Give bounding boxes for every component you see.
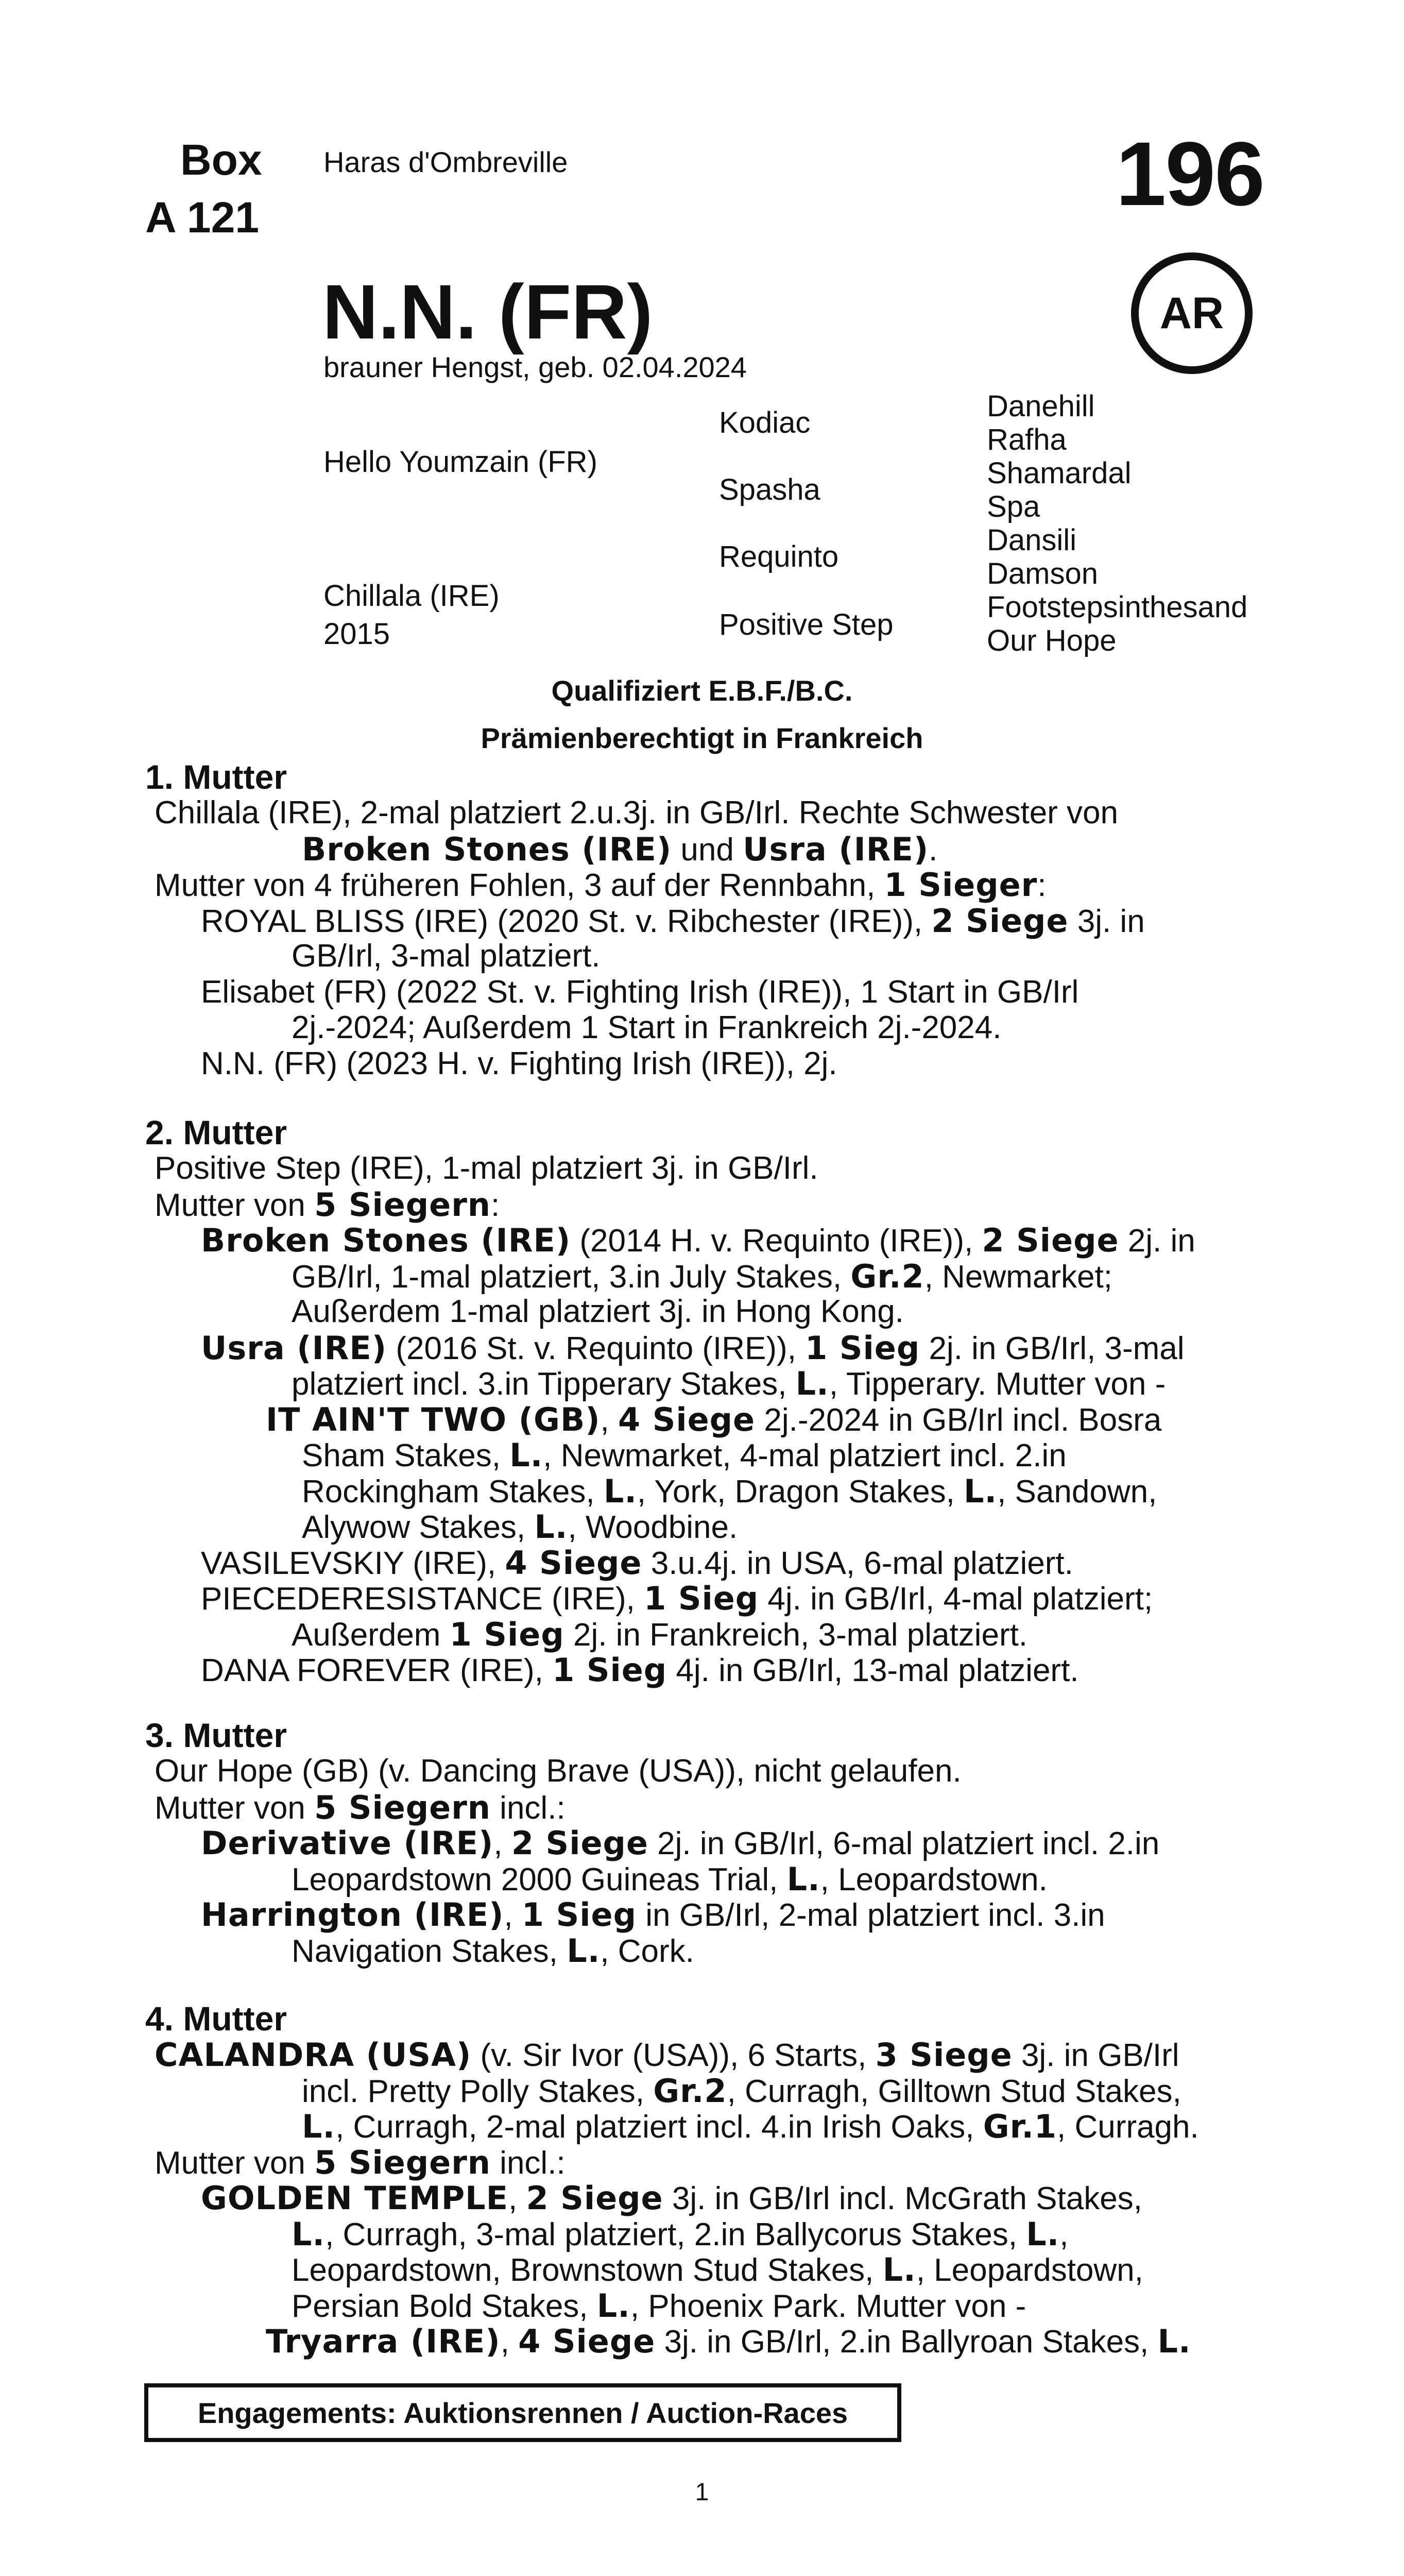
text-span: Elisabet (FR) (2022 St. v. Fighting Irish (IRE)), 1 Start in GB/Irl: [201, 974, 1079, 1010]
text-span: Außerdem: [292, 1617, 450, 1653]
text-span: 2j.-2024 in GB/Irl incl. Bosra: [755, 1402, 1162, 1438]
bold-text: L.: [964, 1472, 998, 1510]
text-line: [201, 974, 1078, 1010]
text-line: [292, 1009, 1001, 1046]
text-span: 2j.-2024; Außerdem 1 Start in Frankreich 2j.-2024.: [292, 1010, 1002, 1045]
text-span: ,: [508, 2181, 526, 2216]
text-span: , York, Dragon Stakes,: [637, 1473, 964, 1510]
text-span: Navigation Stakes,: [292, 1933, 567, 1969]
section-heading: 1. Mutter: [145, 758, 287, 796]
text-span: 2j. in GB/Irl, 3-mal: [920, 1330, 1185, 1366]
text-span: ,: [500, 2324, 519, 2360]
bold-text: 1 Sieg: [805, 1329, 920, 1367]
bold-text: L.: [1157, 2323, 1191, 2360]
bold-text: L.: [596, 2286, 630, 2325]
pedigree-sire-dam: Spasha: [719, 473, 820, 506]
horse-description: brauner Hengst, geb. 02.04.2024: [323, 351, 747, 383]
premium-note: Prämienberechtigt in Frankreich: [481, 722, 923, 754]
bold-text: L.: [534, 1508, 568, 1546]
pedigree-g3-4: Spa: [987, 490, 1040, 523]
bold-text: L.: [567, 1931, 601, 1970]
text-span: , Cork.: [600, 1933, 694, 1969]
bold-text: Gr.2: [850, 1257, 924, 1295]
text-span: 2j. in: [1119, 1223, 1195, 1259]
pedigree-g3-8: Our Hope: [987, 624, 1117, 657]
bold-text: Tryarra (IRE): [266, 2323, 501, 2360]
text-span: , Sandown,: [997, 1473, 1157, 1510]
text-span: GB/Irl, 1-mal platziert, 3.in July Stakes,: [292, 1259, 851, 1295]
bold-text: CALANDRA (USA): [155, 2036, 472, 2074]
text-line: [302, 1508, 738, 1546]
text-span: 2j. in Frankreich, 3-mal platziert.: [564, 1617, 1028, 1653]
pedigree-sire: Hello Youmzain (FR): [323, 445, 597, 479]
text-span: Mutter von 4 früheren Fohlen, 3 auf der Rennbahn,: [155, 868, 884, 903]
pedigree-dam-year: 2015: [323, 617, 390, 651]
bold-text: Harrington (IRE): [201, 1896, 504, 1934]
bold-text: 1 Sieg: [521, 1896, 637, 1934]
pedigree-sire-sire: Kodiac: [719, 406, 811, 439]
bold-text: 2 Siege: [526, 2179, 663, 2217]
pedigree-g3-2: Rafha: [987, 423, 1067, 456]
bold-text: L.: [786, 1860, 820, 1898]
pedigree-dam-dam: Positive Step: [719, 608, 894, 641]
pedigree-dam: Chillala (IRE): [323, 579, 500, 613]
text-line: [201, 1544, 1073, 1582]
text-line: [292, 1860, 1048, 1898]
text-span: Rockingham Stakes,: [302, 1473, 604, 1510]
text-line: [155, 2144, 566, 2181]
text-span: ,: [600, 1402, 618, 1438]
text-line: [292, 1365, 1166, 1402]
bold-text: L.: [292, 2215, 326, 2253]
bold-text: 4 Siege: [518, 2323, 656, 2360]
text-line: [266, 2323, 1191, 2360]
text-line: [302, 831, 937, 868]
pedigree-g3-3: Shamardal: [987, 456, 1132, 490]
bold-text: 4 Siege: [618, 1400, 756, 1438]
text-line: [155, 866, 1046, 904]
horse-name: N.N. (FR): [322, 268, 653, 355]
text-line: [201, 2179, 1142, 2217]
text-span: Leopardstown, Brownstown Stud Stakes,: [292, 2252, 883, 2288]
ar-badge: AR: [1131, 252, 1253, 374]
bold-text: Derivative (IRE): [201, 1824, 494, 1862]
pedigree-dam-sire: Requinto: [719, 540, 839, 573]
bold-text: GOLDEN TEMPLE: [201, 2179, 509, 2217]
box-number: A 121: [145, 193, 260, 242]
text-line: [201, 1222, 1195, 1259]
text-span: 3j. in: [1068, 903, 1145, 939]
text-span: GB/Irl, 3-mal platziert.: [292, 938, 601, 974]
text-span: (v. Sir Ivor (USA)), 6 Starts,: [471, 2038, 876, 2073]
text-line: [292, 2215, 1068, 2253]
text-span: Persian Bold Stakes,: [292, 2288, 597, 2324]
bold-text: L.: [603, 1472, 637, 1510]
text-span: Mutter von: [155, 2145, 315, 2181]
bold-text: 3 Siege: [875, 2036, 1013, 2074]
text-span: 3.u.4j. in USA, 6-mal platziert.: [642, 1545, 1073, 1581]
text-span: ROYAL BLISS (IRE) (2020 St. v. Ribchester (IRE)),: [201, 903, 932, 939]
bold-text: Gr.2: [653, 2072, 727, 2110]
text-span: Positive Step (IRE), 1-mal platziert 3j. in GB/Irl.: [155, 1150, 818, 1186]
text-span: , Woodbine.: [568, 1510, 738, 1545]
consignor-name: Haras d'Ombreville: [323, 146, 568, 178]
bold-text: 5 Siegern: [314, 1788, 491, 1826]
text-span: (2014 H. v. Requinto (IRE)),: [571, 1223, 982, 1259]
bold-text: 1 Sieg: [552, 1651, 667, 1689]
text-line: [155, 1789, 566, 1826]
text-span: 2j. in GB/Irl, 6-mal platziert incl. 2.in: [648, 1826, 1160, 1861]
text-line: [292, 2287, 1026, 2325]
text-line: [292, 1932, 694, 1970]
text-line: [155, 1150, 818, 1187]
text-line: [302, 1472, 1157, 1510]
text-span: Alywow Stakes,: [302, 1510, 535, 1545]
text-line: [302, 2072, 1182, 2110]
text-span: VASILEVSKIY (IRE),: [201, 1545, 505, 1581]
text-line: [292, 2251, 1143, 2289]
bold-text: Usra (IRE): [201, 1329, 387, 1367]
bold-text: L.: [509, 1436, 543, 1474]
text-line: [201, 902, 1145, 940]
text-span: N.N. (FR) (2023 H. v. Fighting Irish (IRE)), 2j.: [201, 1045, 837, 1081]
text-span: Leopardstown 2000 Guineas Trial,: [292, 1861, 787, 1897]
bold-text: L.: [1026, 2215, 1060, 2253]
text-span: ,: [493, 1826, 511, 1861]
text-line: [201, 1824, 1159, 1862]
text-span: incl.:: [490, 1790, 566, 1826]
bold-text: L.: [882, 2251, 916, 2289]
text-span: , Curragh.: [1057, 2109, 1199, 2145]
bold-text: 1 Sieg: [449, 1615, 564, 1653]
text-line: [302, 2108, 1199, 2145]
text-line: [292, 1258, 1112, 1295]
text-span: in GB/Irl, 2-mal platziert incl. 3.in: [636, 1897, 1105, 1933]
engagements-box: Engagements: Auktionsrennen / Auction-Races: [144, 2383, 901, 2442]
page-number: 1: [695, 2479, 709, 2506]
box-label: Box: [180, 135, 262, 184]
text-span: platziert incl. 3.in Tipperary Stakes,: [292, 1366, 796, 1402]
text-span: Chillala (IRE), 2-mal platziert 2.u.3j. in GB/Irl. Rechte Schwester von: [155, 795, 1119, 831]
text-span: 3j. in GB/Irl, 2.in Ballyroan Stakes,: [655, 2324, 1158, 2360]
text-span: :: [1037, 868, 1047, 903]
bold-text: 5 Siegern: [314, 1185, 491, 1224]
text-line: [201, 1651, 1079, 1689]
text-span: Sham Stakes,: [302, 1438, 510, 1473]
text-span: PIECEDERESISTANCE (IRE),: [201, 1581, 644, 1617]
bold-text: 4 Siege: [505, 1544, 642, 1582]
text-span: , Curragh, 3-mal platziert, 2.in Ballycorus Stakes,: [325, 2216, 1026, 2252]
pedigree-g3-5: Dansili: [987, 523, 1077, 557]
qualification-note: Qualifiziert E.B.F./B.C.: [551, 674, 853, 707]
bold-text: L.: [302, 2108, 336, 2145]
bold-text: L.: [795, 1365, 829, 1402]
text-span: 3j. in GB/Irl incl. McGrath Stakes,: [663, 2181, 1142, 2216]
text-span: , Curragh, 2-mal platziert incl. 4.in Irish Oaks,: [335, 2109, 983, 2145]
text-line: [201, 1045, 837, 1082]
bold-text: Usra (IRE): [743, 830, 929, 868]
text-span: , Phoenix Park. Mutter von -: [630, 2288, 1026, 2324]
text-line: [155, 2036, 1179, 2074]
text-span: 4j. in GB/Irl, 13-mal platziert.: [667, 1653, 1079, 1688]
bold-text: 1 Sieg: [644, 1580, 759, 1617]
text-span: :: [490, 1187, 500, 1223]
text-line: [155, 1186, 500, 1224]
text-span: Mutter von: [155, 1187, 315, 1223]
text-span: , Leopardstown,: [916, 2252, 1143, 2288]
text-span: Außerdem 1-mal platziert 3j. in Hong Kong.: [292, 1294, 904, 1329]
text-line: [201, 1896, 1105, 1934]
text-span: , Newmarket, 4-mal platziert incl. 2.in: [543, 1438, 1067, 1473]
text-line: [201, 1329, 1185, 1367]
text-line: [155, 794, 1118, 831]
text-span: DANA FOREVER (IRE),: [201, 1653, 553, 1688]
text-line: [155, 1753, 962, 1789]
text-line: [201, 1580, 1153, 1617]
bold-text: Broken Stones (IRE): [201, 1222, 571, 1259]
bold-text: Broken Stones (IRE): [302, 830, 672, 868]
section-heading: 2. Mutter: [145, 1113, 287, 1151]
text-span: 4j. in GB/Irl, 4-mal platziert;: [759, 1581, 1153, 1617]
lot-number: 196: [1116, 124, 1264, 225]
bold-text: 2 Siege: [982, 1222, 1119, 1259]
text-span: und: [672, 832, 743, 868]
text-line: [266, 1401, 1161, 1438]
text-span: incl.:: [490, 2145, 566, 2181]
bold-text: 2 Siege: [511, 1824, 648, 1862]
text-span: Our Hope (GB) (v. Dancing Brave (USA)), nicht gelaufen.: [155, 1753, 962, 1789]
section-heading: 4. Mutter: [145, 1999, 287, 2038]
text-span: , Leopardstown.: [820, 1861, 1048, 1897]
text-span: 3j. in GB/Irl: [1012, 2038, 1179, 2073]
text-line: [292, 1293, 904, 1330]
pedigree-g3-6: Damson: [987, 557, 1098, 590]
bold-text: 2 Siege: [931, 902, 1069, 940]
text-span: incl. Pretty Polly Stakes,: [302, 2073, 654, 2109]
text-span: (2016 St. v. Requinto (IRE)),: [387, 1330, 806, 1366]
text-span: , Curragh, Gilltown Stud Stakes,: [727, 2073, 1182, 2109]
text-span: ,: [504, 1897, 522, 1933]
pedigree-g3-7: Footstepsinthesand: [987, 590, 1248, 624]
pedigree-g3-1: Danehill: [987, 389, 1095, 423]
text-span: Mutter von: [155, 1790, 315, 1826]
bold-text: 1 Sieger: [884, 866, 1038, 904]
text-line: [302, 1436, 1067, 1474]
text-span: , Newmarket;: [924, 1259, 1112, 1295]
bold-text: IT AIN'T TWO (GB): [266, 1400, 601, 1438]
text-line: [292, 938, 600, 974]
text-span: .: [929, 832, 938, 868]
section-heading: 3. Mutter: [145, 1716, 287, 1754]
bold-text: 5 Siegern: [314, 2143, 491, 2181]
bold-text: Gr.1: [983, 2108, 1057, 2145]
text-line: [292, 1616, 1028, 1653]
text-span: , Tipperary. Mutter von -: [829, 1366, 1166, 1402]
text-span: ,: [1059, 2216, 1069, 2252]
